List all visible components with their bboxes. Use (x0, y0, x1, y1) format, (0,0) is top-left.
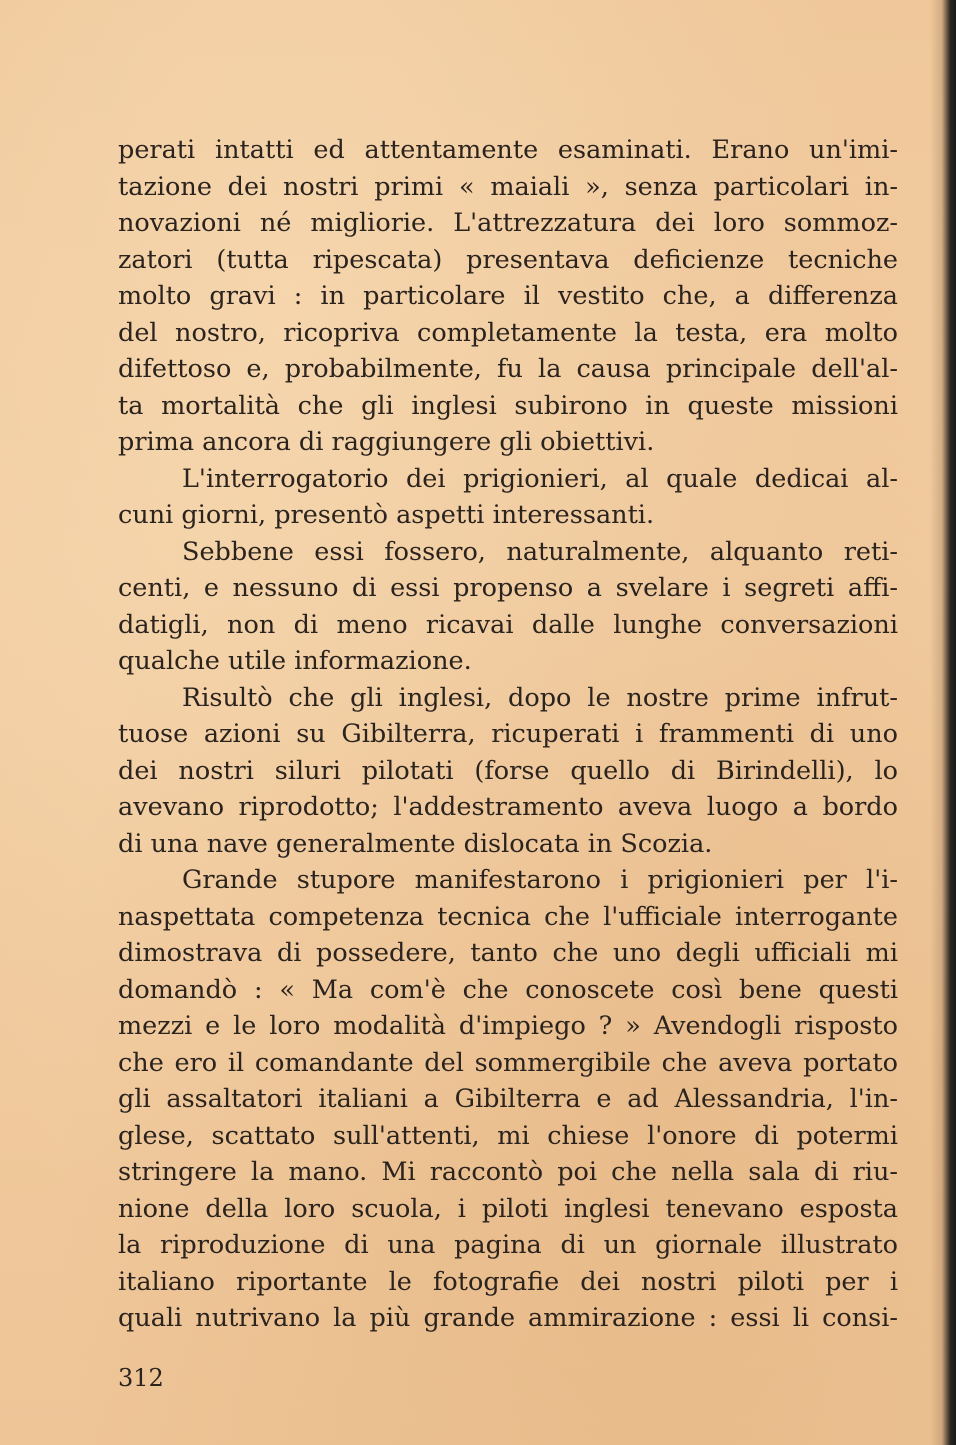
text-line: difettoso e, probabilmente, fu la causa principale dell'al- (118, 354, 898, 384)
body-text (118, 132, 898, 1337)
text-line: gli assaltatori italiani a Gibilterra e ad Alessandria, l'in- (118, 1084, 898, 1114)
text-line: molto gravi : in particolare il vestito che, a differenza (118, 281, 898, 311)
text-line: quali nutrivano la più grande ammirazione : essi li consi- (118, 1303, 898, 1333)
text-line: prima ancora di raggiungere gli obiettivi. (118, 427, 655, 457)
text-line: nione della loro scuola, i piloti inglesi tenevano esposta (118, 1193, 898, 1224)
text-line: italiano riportante le fotografie dei nostri piloti per i (118, 1266, 898, 1297)
text-line: qualche utile informazione. (118, 646, 472, 676)
text-line: ta mortalità che gli inglesi subirono in queste missioni (118, 390, 898, 421)
text-line: Grande stupore manifestarono i prigionieri per l'i- (182, 865, 898, 895)
text-line: datigli, non di meno ricavai dalle lunghe conversazioni (118, 609, 898, 640)
text-line: la riproduzione di una pagina di un giornale illustrato (118, 1230, 898, 1260)
text-line: domandò : « Ma com'è che conoscete così bene questi (118, 974, 898, 1005)
text-line: zatori (tutta ripescata) presentava deficienze tecniche (118, 244, 898, 275)
text-line: centi, e nessuno di essi propenso a svelare i segreti affi- (118, 573, 898, 603)
text-line: naspettata competenza tecnica che l'ufficiale interrogante (118, 901, 898, 932)
text-line: tazione dei nostri primi « maiali », senza particolari in- (118, 171, 898, 202)
text-line: tuose azioni su Gibilterra, ricuperati i frammenti di uno (118, 719, 898, 749)
text-line: novazioni né migliorie. L'attrezzatura dei loro sommoz- (118, 208, 898, 238)
text-line: di una nave generalmente dislocata in Scozia. (118, 828, 713, 859)
text-line: che ero il comandante del sommergibile che aveva portato (118, 1047, 898, 1078)
text-line: dimostrava di possedere, tanto che uno degli ufficiali mi (118, 938, 898, 968)
text-line: avevano riprodotto; l'addestramento aveva luogo a bordo (118, 792, 898, 822)
text-line: cuni giorni, presentò aspetti interessanti. (118, 500, 655, 530)
text-line: dei nostri siluri pilotati (forse quello di Birindelli), lo (118, 755, 898, 786)
text-line: glese, scattato sull'attenti, mi chiese l'onore di potermi (118, 1120, 898, 1151)
text-line: del nostro, ricopriva completamente la testa, era molto (118, 317, 898, 348)
text-line: perati intatti ed attentamente esaminati. Erano un'imi- (118, 135, 898, 165)
page-number: 312 (118, 1364, 164, 1392)
text-line: Risultò che gli inglesi, dopo le nostre prime infrut- (182, 682, 898, 713)
text-line: L'interrogatorio dei prigionieri, al quale dedicai al- (182, 463, 898, 494)
text-line: mezzi e le loro modalità d'impiego ? » Avendogli risposto (118, 1011, 898, 1041)
text-line: stringere la mano. Mi raccontò poi che nella sala di riu- (118, 1157, 898, 1187)
text-line: Sebbene essi fossero, naturalmente, alquanto reti- (182, 536, 898, 567)
book-spine-shadow (930, 0, 956, 1445)
